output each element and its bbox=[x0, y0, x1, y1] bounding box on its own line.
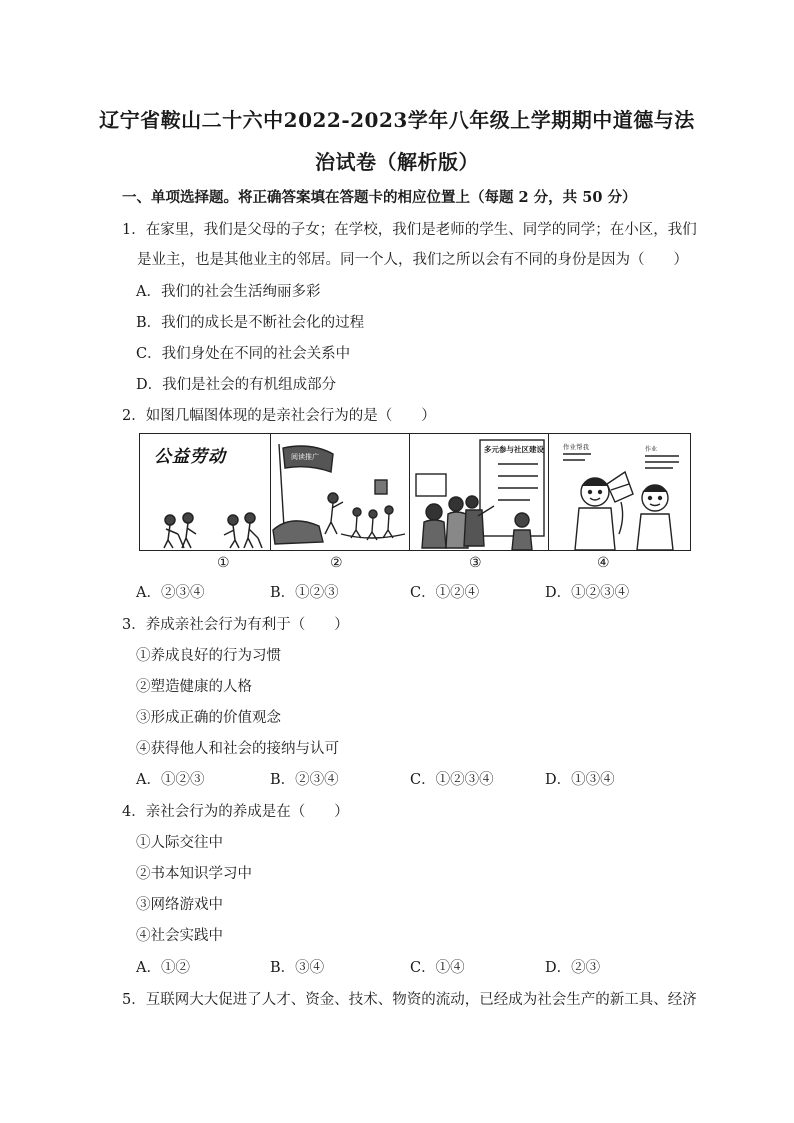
fig-label-2: ② bbox=[330, 555, 343, 571]
q1-option-b: B．我们的成长是不断社会化的过程 bbox=[136, 315, 365, 331]
panel4-note-left: 作业帮我 bbox=[563, 443, 589, 451]
comic-panel-1 bbox=[140, 434, 271, 550]
q4-option-a: A．①② bbox=[136, 960, 190, 976]
panel2-banner-text: 阅读推广 bbox=[291, 453, 319, 461]
q3-option-a: A．①②③ bbox=[136, 772, 205, 788]
fig-label-4: ④ bbox=[597, 555, 610, 571]
exam-title-line2: 治试卷（解析版） bbox=[315, 150, 479, 174]
q3-item-4: ④获得他人和社会的接纳与认可 bbox=[136, 741, 339, 757]
q4-item-1: ①人际交往中 bbox=[136, 835, 223, 851]
q3-stem: 3．养成亲社会行为有利于（ ） bbox=[122, 617, 349, 633]
q1-option-d: D．我们是社会的有机组成部分 bbox=[136, 377, 337, 393]
q2-option-d: D．①②③④ bbox=[545, 585, 630, 601]
q4-option-d: D．②③ bbox=[545, 960, 601, 976]
q2-stem: 2．如图几幅图体现的是亲社会行为的是（ ） bbox=[122, 408, 436, 424]
panel4-illustration bbox=[549, 434, 690, 550]
fig-label-1: ① bbox=[217, 555, 230, 571]
q3-item-2: ②塑造健康的人格 bbox=[136, 679, 252, 695]
q4-item-4: ④社会实践中 bbox=[136, 928, 223, 944]
fig-label-3: ③ bbox=[469, 555, 482, 571]
q3-option-c: C．①②③④ bbox=[410, 772, 494, 788]
q4-item-2: ②书本知识学习中 bbox=[136, 866, 252, 882]
q3-item-1: ①养成良好的行为习惯 bbox=[136, 648, 281, 664]
q4-stem: 4．亲社会行为的养成是在（ ） bbox=[122, 804, 349, 820]
q1-option-c: C．我们身处在不同的社会关系中 bbox=[136, 346, 351, 362]
q1-option-a: A．我们的社会生活绚丽多彩 bbox=[136, 284, 321, 300]
q2-option-b: B．①②③ bbox=[270, 585, 339, 601]
q1-stem-line2: 是业主，也是其他业主的邻居。同一个人，我们之所以会有不同的身份是因为（ ） bbox=[137, 252, 688, 268]
q2-option-a: A．②③④ bbox=[136, 585, 205, 601]
panel3-board-text: 多元参与社区建设 bbox=[484, 445, 544, 454]
panel1-illustration bbox=[140, 434, 271, 550]
q3-item-3: ③形成正确的价值观念 bbox=[136, 710, 281, 726]
q4-option-c: C．①④ bbox=[410, 960, 465, 976]
q2-comic-figure bbox=[139, 433, 691, 551]
q5-stem: 5．互联网大大促进了人才、资金、技术、物资的流动，已经成为社会生产的新工具、经济 bbox=[122, 992, 697, 1008]
comic-panel-4 bbox=[549, 434, 690, 550]
q1-stem-line1: 1．在家里，我们是父母的子女；在学校，我们是老师的学生、同学的同学；在小区，我们 bbox=[122, 222, 697, 238]
panel4-note-right: 作业 bbox=[645, 446, 658, 453]
panel1-caption: 公益劳动 bbox=[154, 447, 226, 467]
q2-option-c: C．①②④ bbox=[410, 585, 480, 601]
comic-panel-2 bbox=[271, 434, 410, 550]
q3-option-d: D．①③④ bbox=[545, 772, 615, 788]
q3-option-b: B．②③④ bbox=[270, 772, 339, 788]
exam-title-line1: 辽宁省鞍山二十六中2022-2023学年八年级上学期期中道德与法 bbox=[99, 108, 695, 132]
comic-panel-3 bbox=[410, 434, 549, 550]
q4-item-3: ③网络游戏中 bbox=[136, 897, 223, 913]
q4-option-b: B．③④ bbox=[270, 960, 325, 976]
section-heading: 一、单项选择题。将正确答案填在答题卡的相应位置上（每题 2 分，共 50 分） bbox=[122, 189, 637, 206]
